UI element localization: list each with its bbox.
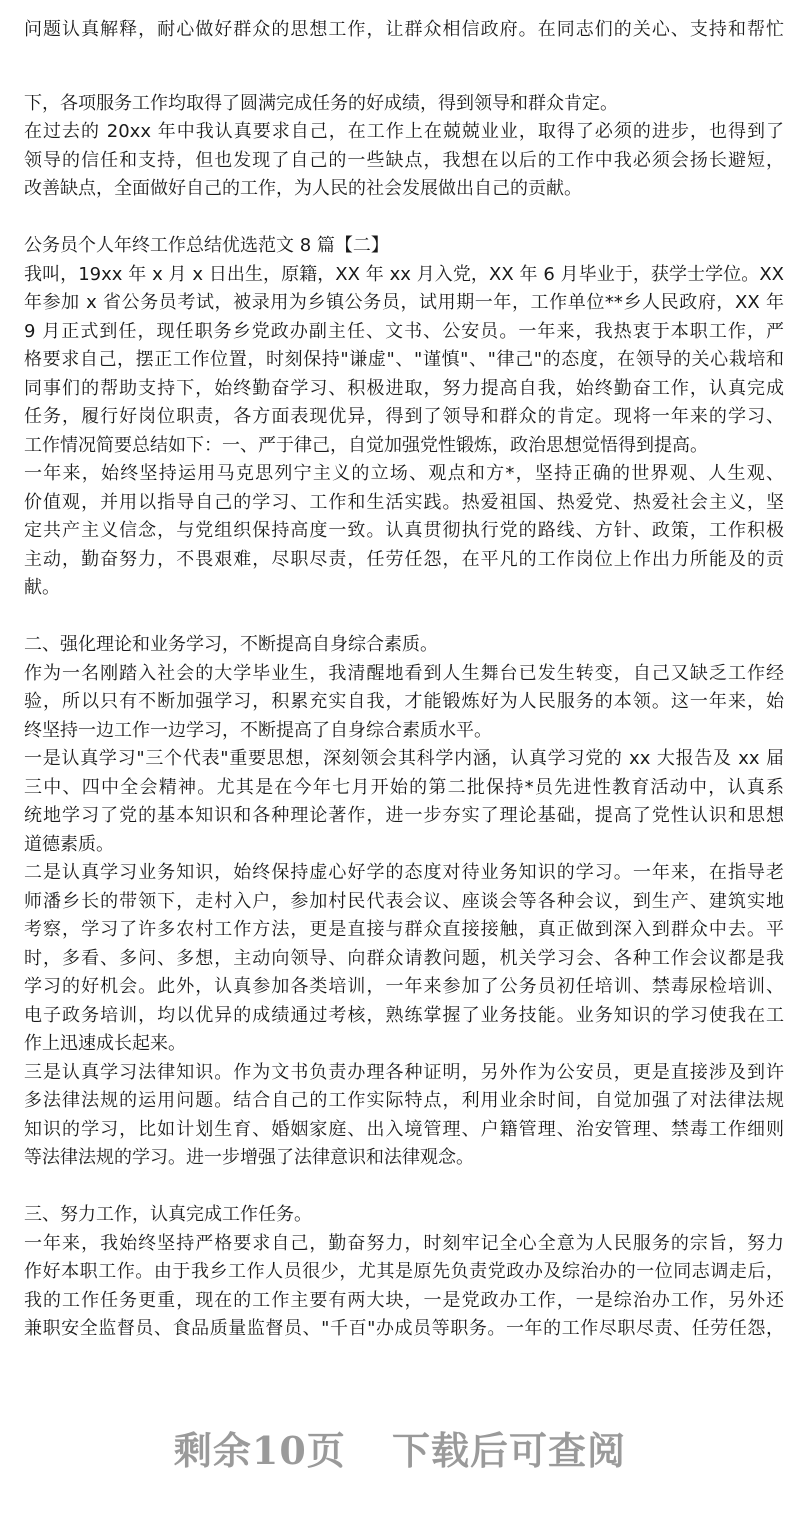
text-line: 验，所以只有不断加强学习，积累充实自我，才能锻炼好为人民服务的本领。这一年来，始 [24,691,784,712]
paragraph-intro-continued [24,90,784,204]
text-line: 我叫，19xx 年 x 月 x 日出生，原籍，XX 年 xx 月入党，XX 年 6 月毕业于，获学士学位。XX [24,263,784,285]
text-line: 年参加 x 省公务员考试，被录用为乡镇公务员，试用期一年，工作单位**乡人民政府，XX 年 [24,292,784,313]
text-line: 改善缺点，全面做好自己的工作，为人民的社会发展做出自己的贡献。 [24,178,582,199]
section-1 [24,232,784,603]
text-line: 作好本职工作。由于我乡工作人员很少，尤其是原先负责党政办及综治办的一位同志调走后， [24,1261,784,1282]
text-line: 一年来，始终坚持运用马克思列宁主义的立场、观点和方*，坚持正确的世界观、人生观、 [24,463,784,484]
text-line: 作为一名刚踏入社会的大学毕业生，我清醒地看到人生舞台已发生转变，自己又缺乏工作经 [24,662,784,684]
spacer [24,45,784,90]
text-line: 二是认真学习业务知识，始终保持虚心好学的态度对待业务知识的学习。一年来，在指导老 [24,862,784,883]
text-line: 考察，学习了许多农村工作方法，更是直接与群众直接接触，真正做到深入到群众中去。平 [24,919,784,940]
text-line: 下，各项服务工作均取得了圆满完成任务的好成绩，得到领导和群众肯定。 [24,92,618,114]
text-line: 格要求自己，摆正工作位置，时刻保持"谦虚"、"谨慎"、"律己"的态度，在领导的关心栽培和 [24,349,784,370]
paragraph-intro [24,16,784,45]
spacer [24,603,784,632]
text-line: 9 月正式到任，现任职务乡党政办副主任、文书、公安员。一年来，我热衷于本职工作，严 [24,320,784,342]
text-line: 兼职安全监督员、食品质量监督员、"千百"办成员等职务。一年的工作尽职尽责、任劳任怨， [24,1318,784,1339]
section-2 [24,631,784,1173]
text-line: 任务，履行好岗位职责，各方面表现优异，得到了领导和群众的肯定。现将一年来的学习、 [24,406,784,427]
text-line: 道德素质。 [24,833,114,855]
text-line: 知识的学习，比如计划生育、婚姻家庭、出入境管理、户籍管理、治安管理、禁毒工作细则 [24,1118,784,1140]
text-line: 作上迅速成长起来。 [24,1033,186,1054]
text-line: 一年来，我始终坚持严格要求自己，勤奋努力，时刻牢记全心全意为人民服务的宗旨，努力 [24,1232,784,1254]
text-line: 等法律法规的学习。进一步增强了法律意识和法律观念。 [24,1147,474,1168]
text-line: 一是认真学习"三个代表"重要思想，深刻领会其科学内涵，认真学习党的 xx 大报告及 xx 届 [24,748,784,769]
text-line: 献。 [24,577,60,598]
text-line: 三、努力工作，认真完成工作任务。 [24,1204,312,1225]
text-line: 多法律法规的运用问题。结合自己的工作实际特点，利用业余时间，自觉加强了对法律法规 [24,1090,784,1111]
text-line: 统地学习了党的基本知识和各种理论著作，进一步夯实了理论基础，提高了党性认识和思想 [24,805,784,826]
spacer [24,1173,784,1202]
text-line: 主动，勤奋努力，不畏艰难，尽职尽责，任劳任怨，在平凡的工作岗位上作出力所能及的贡 [24,548,784,570]
download-prompt[interactable] [0,1420,800,1475]
text-line: 在过去的 20xx 年中我认真要求自己，在工作上在兢兢业业，取得了必须的进步，也得到了 [24,121,784,142]
text-line: 时，多看、多问、多想，主动向领导、向群众请教问题，机关学习会、各种工作会议都是我 [24,947,784,969]
spacer [24,204,784,233]
text-line: 师潘乡长的带领下，走村入户，参加村民代表会议、座谈会等各种会议，到生产、建筑实地 [24,890,784,912]
document-body [24,16,784,1344]
remaining-pages-label: 剩余10页 [173,1428,346,1473]
section-3 [24,1201,784,1344]
text-line: 领导的信任和支持，但也发现了自己的一些缺点，我想在以后的工作中我必须会扬长避短， [24,149,784,171]
text-line: 问题认真解释，耐心做好群众的思想工作，让群众相信政府。在同志们的关心、支持和帮忙 [24,19,784,40]
text-line: 定共产主义信念，与党组织保持高度一致。认真贯彻执行党的路线、方针、政策，工作积极 [24,520,784,541]
text-line: 电子政务培训，均以优异的成绩通过考核，熟练掌握了业务技能。业务知识的学习使我在工 [24,1004,784,1026]
text-line: 公务员个人年终工作总结优选范文 8 篇【二】 [24,235,389,256]
text-line: 二、强化理论和业务学习，不断提高自身综合素质。 [24,634,438,655]
text-line: 我的工作任务更重，现在的工作主要有两大块，一是党政办工作，一是综治办工作，另外还 [24,1289,784,1311]
text-line: 学习的好机会。此外，认真参加各类培训，一年来参加了公务员初任培训、禁毒尿检培训、 [24,976,784,997]
download-to-view-label: 下载后可查阅 [392,1428,627,1473]
text-line: 工作情况简要总结如下：一、严于律己，自觉加强党性锻炼，政治思想觉悟得到提高。 [24,434,708,456]
text-line: 价值观，并用以指导自己的学习、工作和生活实践。热爱祖国、热爱党、热爱社会主义，坚 [24,491,784,513]
text-line: 终坚持一边工作一边学习，不断提高了自身综合素质水平。 [24,719,492,741]
text-line: 同事们的帮助支持下，始终勤奋学习、积极进取，努力提高自我，始终勤奋工作，认真完成 [24,377,784,399]
text-line: 三是认真学习法律知识。作为文书负责办理各种证明，另外作为公安员，更是直接涉及到许 [24,1061,784,1083]
text-line: 三中、四中全会精神。尤其是在今年七月开始的第二批保持*员先进性教育活动中，认真系 [24,776,784,798]
